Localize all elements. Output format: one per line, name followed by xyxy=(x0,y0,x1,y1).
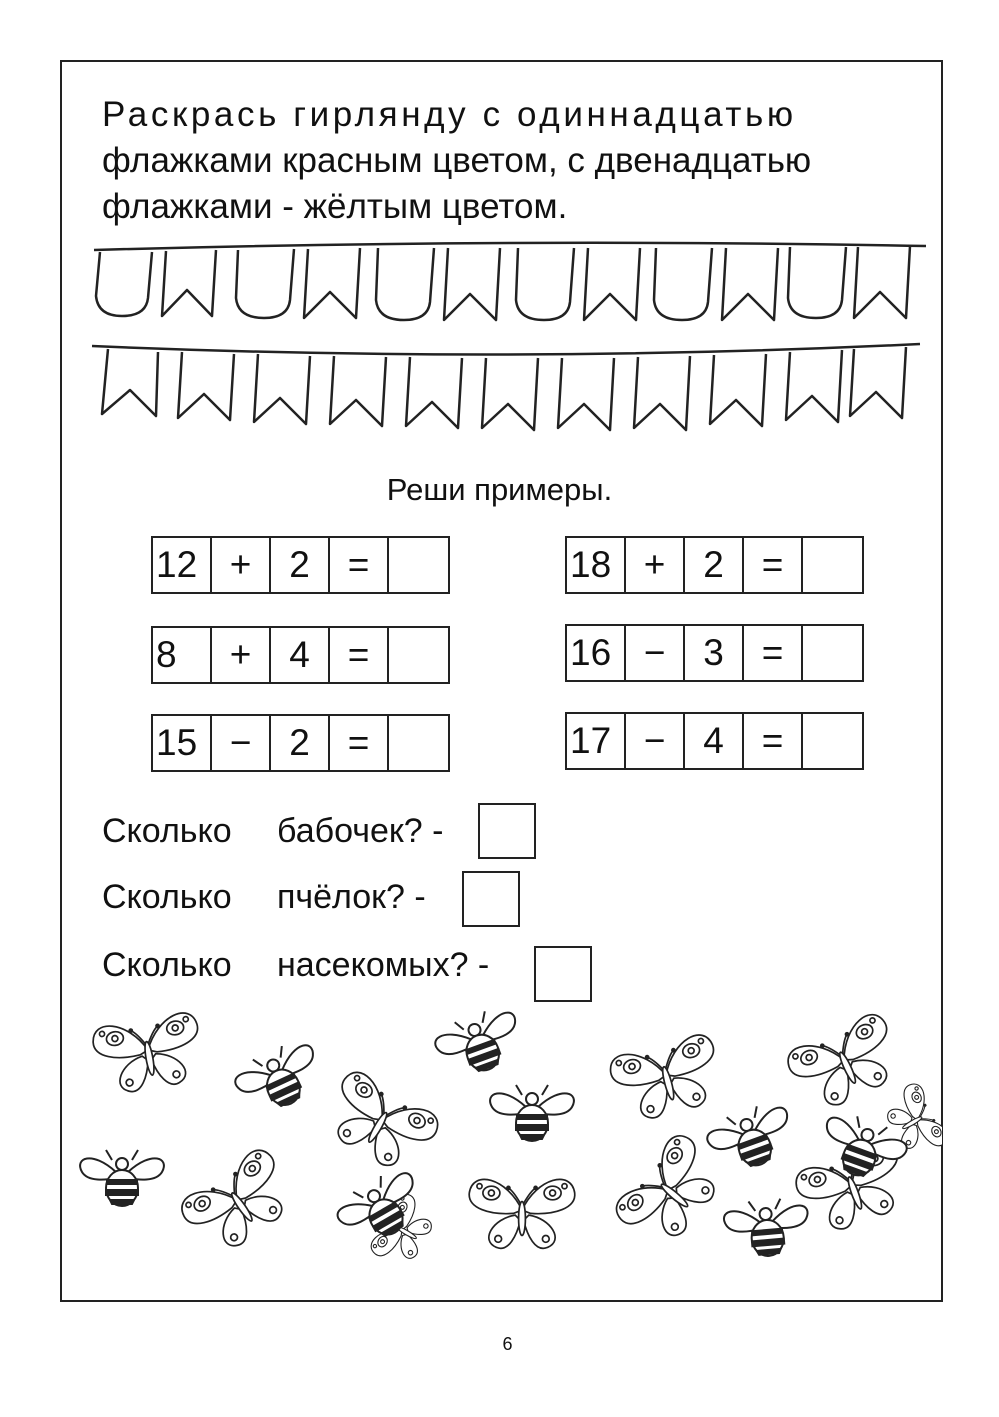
instruction-line-3: флажками - жёлтым цветом. xyxy=(102,187,568,226)
flag-notched xyxy=(710,354,766,426)
question-insects xyxy=(102,946,489,985)
equation-4 xyxy=(565,624,864,682)
garland-bottom[interactable] xyxy=(90,338,925,443)
flag-notched xyxy=(162,250,216,316)
equals-sign: = xyxy=(330,716,389,770)
answer-box[interactable] xyxy=(389,538,448,592)
operand-a: 16 xyxy=(567,626,626,680)
flag-notched xyxy=(444,248,500,320)
equals-sign: = xyxy=(744,626,803,680)
operator: − xyxy=(212,716,271,770)
equation-3 xyxy=(151,626,450,684)
operator: + xyxy=(626,538,685,592)
answer-box[interactable] xyxy=(803,714,862,768)
question-word: Сколько xyxy=(102,878,232,916)
flag-rounded xyxy=(236,249,294,318)
operand-a: 12 xyxy=(153,538,212,592)
instruction-line-1: Раскрась гирлянду с одиннадцатью xyxy=(102,95,797,134)
flag-rounded xyxy=(516,248,574,320)
flag-rounded xyxy=(96,252,152,316)
flag-rounded xyxy=(654,248,712,320)
page-number: 6 xyxy=(502,1334,513,1354)
answer-box-insects[interactable] xyxy=(534,946,592,1002)
equation-1 xyxy=(151,536,450,594)
operand-a: 18 xyxy=(567,538,626,592)
flag-notched xyxy=(558,358,614,430)
operator: + xyxy=(212,628,271,682)
equals-sign: = xyxy=(744,714,803,768)
flag-notched xyxy=(850,347,906,418)
operator: − xyxy=(626,714,685,768)
equals-sign: = xyxy=(744,538,803,592)
question-word: Сколько xyxy=(102,812,232,850)
operator: − xyxy=(626,626,685,680)
answer-box[interactable] xyxy=(803,538,862,592)
instruction-line-2: флажками красным цветом, с двенадцатью xyxy=(102,141,812,180)
flag-notched xyxy=(634,356,690,430)
operand-b: 4 xyxy=(271,628,330,682)
flag-notched xyxy=(406,357,462,428)
flag-notched xyxy=(786,350,842,422)
flag-notched xyxy=(178,352,234,420)
equation-5 xyxy=(151,714,450,772)
operand-a: 15 xyxy=(153,716,212,770)
operand-b: 2 xyxy=(685,538,744,592)
operand-a: 17 xyxy=(567,714,626,768)
operand-b: 2 xyxy=(271,538,330,592)
garland-top[interactable] xyxy=(90,236,935,336)
operand-b: 4 xyxy=(685,714,744,768)
equals-sign: = xyxy=(330,538,389,592)
flag-notched xyxy=(304,248,360,318)
answer-box-butterflies[interactable] xyxy=(478,803,536,859)
instruction-text xyxy=(102,92,932,230)
flag-notched xyxy=(482,358,538,430)
question-rest: насекомых? - xyxy=(277,946,490,984)
question-word: Сколько xyxy=(102,946,232,984)
question-bees xyxy=(102,878,426,917)
flag-notched xyxy=(584,248,640,320)
question-rest: бабочек? - xyxy=(277,812,444,850)
flag-notched xyxy=(854,246,910,318)
answer-box[interactable] xyxy=(389,716,448,770)
flag-notched xyxy=(102,349,158,416)
flag-notched xyxy=(330,356,386,426)
question-butterflies xyxy=(102,812,443,851)
operator: + xyxy=(212,538,271,592)
answer-box-bees[interactable] xyxy=(462,871,520,927)
equation-2 xyxy=(565,536,864,594)
operand-a: 8 xyxy=(153,628,212,682)
flag-notched xyxy=(722,248,778,320)
flag-rounded xyxy=(788,247,846,318)
equation-6 xyxy=(565,712,864,770)
answer-box[interactable] xyxy=(803,626,862,680)
operand-b: 2 xyxy=(271,716,330,770)
operand-b: 3 xyxy=(685,626,744,680)
answer-box[interactable] xyxy=(389,628,448,682)
equals-sign: = xyxy=(330,628,389,682)
question-rest: пчёлок? - xyxy=(277,878,426,916)
subtitle-solve: Реши примеры. xyxy=(386,472,613,507)
flag-notched xyxy=(254,354,310,424)
insects-illustration xyxy=(62,1000,942,1300)
flag-rounded xyxy=(376,248,434,320)
